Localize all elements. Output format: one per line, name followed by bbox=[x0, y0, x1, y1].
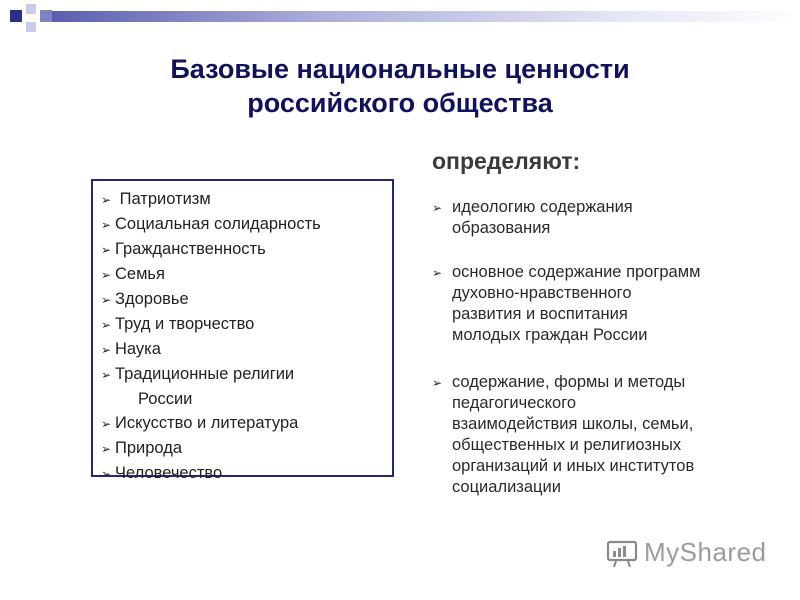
text-line: педагогического bbox=[452, 394, 577, 412]
arrow-bullet-icon: ➢ bbox=[101, 243, 112, 257]
arrow-bullet-icon: ➢ bbox=[101, 218, 112, 232]
list-item-text: России bbox=[138, 390, 193, 408]
text-line: молодых граждан России bbox=[452, 326, 648, 344]
list-item-continuation bbox=[101, 387, 392, 411]
slide-title-line: российского общества bbox=[247, 88, 553, 118]
watermark-text: MyShared bbox=[644, 537, 767, 567]
arrow-bullet-icon: ➢ bbox=[432, 201, 443, 215]
arrow-bullet-icon: ➢ bbox=[101, 318, 112, 332]
list-item-text: Семья bbox=[115, 265, 165, 283]
slide-title bbox=[0, 52, 800, 120]
list-item-text: Искусство и литература bbox=[115, 414, 299, 432]
header-band bbox=[52, 11, 800, 22]
arrow-bullet-icon: ➢ bbox=[432, 376, 443, 390]
arrow-bullet-icon: ➢ bbox=[101, 268, 112, 282]
text-line: социализации bbox=[452, 478, 561, 496]
subheading: определяют: bbox=[432, 148, 581, 174]
arrow-bullet-icon: ➢ bbox=[101, 417, 112, 431]
list-item bbox=[101, 411, 392, 436]
list-item-text: Труд и творчество bbox=[115, 315, 255, 333]
list-item bbox=[101, 337, 392, 362]
arrow-bullet-icon: ➢ bbox=[101, 193, 112, 207]
list-item-text bbox=[446, 372, 694, 498]
list-item-text: Социальная солидарность bbox=[115, 215, 321, 233]
list-item bbox=[101, 237, 392, 262]
list-item-text: Здоровье bbox=[115, 290, 189, 308]
values-list-box bbox=[91, 179, 394, 482]
text-line: идеологию содержания bbox=[452, 198, 633, 216]
text-line: организаций и иных институтов bbox=[452, 457, 695, 475]
text-line: взаимодействия школы, семьи, bbox=[452, 415, 694, 433]
list-item-text: Патриотизм bbox=[115, 190, 211, 208]
list-item bbox=[101, 187, 392, 212]
list-item bbox=[101, 262, 392, 287]
text-line: образования bbox=[452, 219, 551, 237]
list-item bbox=[101, 287, 392, 312]
list-item bbox=[432, 372, 694, 498]
text-line: содержание, формы и методы bbox=[452, 373, 686, 391]
list-item bbox=[101, 461, 392, 486]
text-line: духовно-нравственного bbox=[452, 284, 632, 302]
list-item bbox=[101, 362, 392, 387]
values-list bbox=[101, 187, 392, 486]
text-line: развития и воспитания bbox=[452, 305, 628, 323]
list-item-text: Наука bbox=[115, 340, 161, 358]
slide-title-line: Базовые национальные ценности bbox=[170, 54, 630, 84]
list-item-text bbox=[446, 197, 633, 239]
list-item bbox=[101, 312, 392, 337]
list-item-text: Гражданственность bbox=[115, 240, 266, 258]
decor-square bbox=[26, 4, 36, 14]
arrow-bullet-icon: ➢ bbox=[101, 442, 112, 456]
list-item-text: Человечество bbox=[115, 464, 223, 482]
arrow-bullet-icon: ➢ bbox=[101, 368, 112, 382]
list-item-text bbox=[446, 262, 700, 346]
decor-square bbox=[10, 10, 22, 22]
arrow-bullet-icon: ➢ bbox=[432, 266, 443, 280]
list-item bbox=[101, 436, 392, 461]
decor-square bbox=[26, 22, 36, 32]
list-item bbox=[432, 197, 633, 239]
decor-square bbox=[40, 10, 52, 22]
arrow-bullet-icon: ➢ bbox=[101, 467, 112, 481]
list-item bbox=[432, 262, 700, 346]
myshared-logo-icon bbox=[606, 538, 640, 568]
list-item-text: Традиционные религии bbox=[115, 365, 295, 383]
list-item-text: Природа bbox=[115, 439, 183, 457]
list-item bbox=[101, 212, 392, 237]
arrow-bullet-icon: ➢ bbox=[101, 343, 112, 357]
text-line: основное содержание программ bbox=[452, 263, 701, 281]
arrow-bullet-icon: ➢ bbox=[101, 293, 112, 307]
text-line: общественных и религиозных bbox=[452, 436, 682, 454]
myshared-watermark[interactable] bbox=[606, 537, 767, 568]
